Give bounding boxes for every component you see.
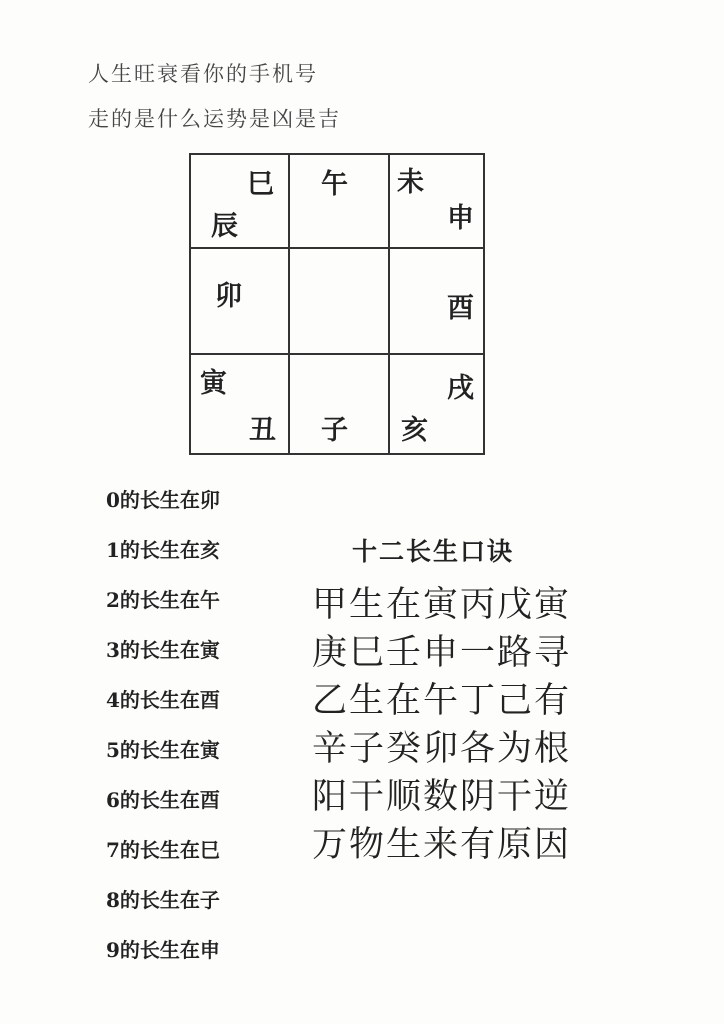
- branch-yin: 寅: [200, 368, 227, 399]
- rhyme-title: 十二长生口诀: [352, 537, 515, 566]
- branch-wu: 午: [321, 169, 348, 200]
- rhyme-line: 乙生在午丁己有: [312, 681, 572, 721]
- rule-line: 9的长生在申: [106, 938, 220, 962]
- rule-line: 2的长生在午: [106, 588, 220, 612]
- rule-line: 8的长生在子: [106, 888, 220, 912]
- grid-divider: [388, 155, 390, 453]
- rhyme-line: 甲生在寅丙戊寅: [312, 585, 572, 625]
- branch-zi: 子: [321, 415, 348, 446]
- rhyme-line: 万物生来有原因: [312, 825, 572, 865]
- rule-line: 4的长生在酉: [106, 688, 220, 712]
- rhyme-line: 庚巳壬申一路寻: [312, 633, 572, 673]
- branch-you: 酉: [447, 293, 474, 324]
- branch-hai: 亥: [401, 415, 428, 446]
- branch-si: 巳: [247, 169, 274, 200]
- rhyme-line: 阳干顺数阴干逆: [312, 777, 572, 817]
- branch-shen: 申: [447, 203, 474, 234]
- grid-divider: [191, 353, 483, 355]
- rule-line: 7的长生在巳: [106, 838, 220, 862]
- branch-xu: 戌: [447, 373, 474, 404]
- intro-line-2: 走的是什么运势是凶是吉: [88, 107, 341, 131]
- rule-line: 0的长生在卯: [106, 488, 220, 512]
- branch-wei: 未: [397, 167, 424, 198]
- rule-line: 1的长生在亥: [106, 538, 220, 562]
- intro-line-1: 人生旺衰看你的手机号: [88, 62, 318, 86]
- branch-chen: 辰: [211, 211, 238, 242]
- branch-chou: 丑: [249, 415, 276, 446]
- rule-line: 6的长生在酉: [106, 788, 220, 812]
- earthly-branch-grid: [189, 153, 485, 455]
- rhyme-line: 辛子癸卯各为根: [312, 729, 572, 769]
- grid-divider: [288, 155, 290, 453]
- rule-line: 3的长生在寅: [106, 638, 220, 662]
- branch-mao: 卯: [215, 281, 242, 312]
- grid-divider: [191, 247, 483, 249]
- rule-line: 5的长生在寅: [106, 738, 220, 762]
